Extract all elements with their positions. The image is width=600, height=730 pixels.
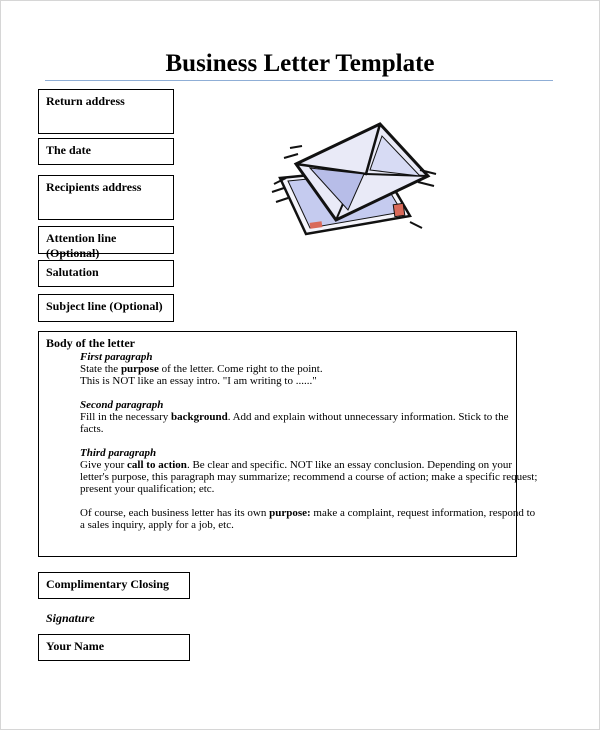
subject-line-label: Subject line (Optional) (46, 299, 163, 313)
first-paragraph-block (80, 351, 538, 531)
third-paragraph-line-1: Give your call to action. Be clear and specific. NOT like an essay conclusion. Depending on your (80, 459, 513, 471)
your-name-box[interactable] (38, 634, 190, 661)
complimentary-closing-box[interactable] (38, 572, 190, 599)
third-paragraph-line-3: present your qualification; etc. (80, 483, 215, 495)
first-paragraph-line-2: This is NOT like an essay intro. "I am writing to ......" (80, 375, 317, 387)
first-paragraph-heading: First paragraph (80, 351, 153, 363)
salutation-label: Salutation (46, 265, 99, 279)
attention-line-box[interactable] (38, 226, 174, 260)
subject-line-box[interactable] (38, 294, 174, 322)
body-of-letter-box[interactable] (38, 331, 538, 557)
return-address-label: Return address (46, 94, 125, 108)
second-paragraph-line-2: facts. (80, 423, 104, 435)
attention-line-label: Attention line (Optional) (46, 231, 117, 260)
complimentary-closing-label: Complimentary Closing (46, 577, 169, 591)
date-label: The date (46, 143, 91, 157)
closing-note-line-1: Of course, each business letter has its own purpose: make a complaint, request information, respond to (80, 507, 536, 519)
page-title: Business Letter Template (165, 50, 435, 77)
body-title: Body of the letter (46, 336, 135, 350)
title-underline (45, 80, 553, 81)
your-name-label: Your Name (46, 639, 105, 653)
recipients-address-box[interactable] (38, 175, 174, 220)
return-address-box[interactable] (38, 89, 174, 134)
signature-label: Signature (46, 611, 95, 625)
date-box[interactable] (38, 138, 174, 165)
envelope-clipart-icon (270, 118, 440, 238)
second-paragraph-heading: Second paragraph (80, 399, 164, 411)
salutation-box[interactable] (38, 260, 174, 287)
third-paragraph-heading: Third paragraph (80, 447, 157, 459)
first-paragraph-line-1: State the purpose of the letter. Come right to the point. (80, 363, 323, 375)
second-paragraph-line-1: Fill in the necessary background. Add and explain without unnecessary information. Stick to the (80, 411, 509, 423)
recipients-address-label: Recipients address (46, 180, 142, 194)
closing-note-line-2: a sales inquiry, apply for a job, etc. (80, 519, 234, 531)
third-paragraph-line-2: letter's purpose, this paragraph may summarize; recommend a course of action; make a specific request; (80, 471, 538, 483)
